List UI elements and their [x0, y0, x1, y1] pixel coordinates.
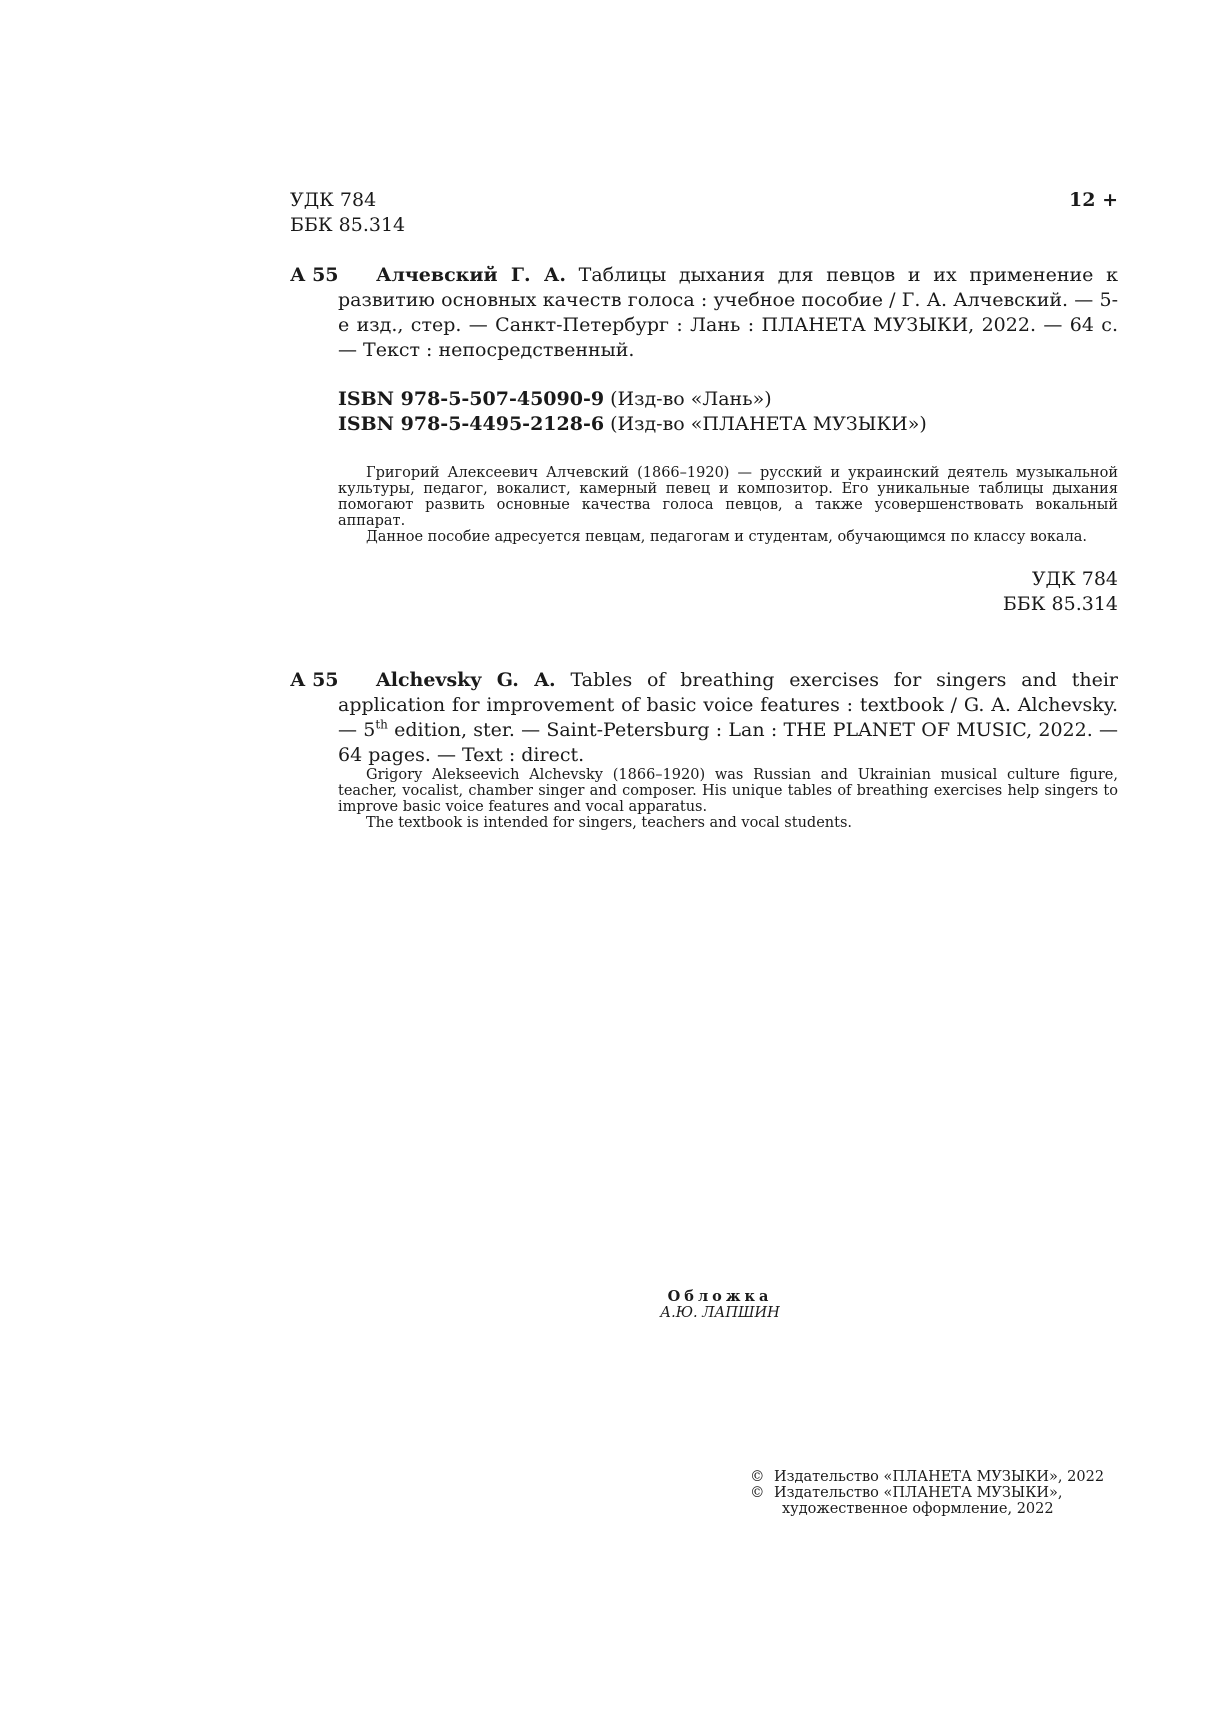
cover-credit-label: Обложка — [667, 1288, 773, 1305]
cover-credit — [560, 1288, 880, 1321]
ru-entry-codes — [900, 567, 1118, 617]
ru-annotation-paragraph: Григорий Алексеевич Алчевский (1866–1920) — русский и украинский деятель музыкальной культуры, педагог, вокалист, камерный певец и композитор. Его уникальные таблицы дыхания помогают развить основные качества голоса певцов, а также усовершенствовать вокальный аппарат. — [338, 465, 1118, 529]
en-entry-code: А 55 — [290, 669, 339, 691]
age-rating: 12 + — [1069, 189, 1118, 211]
copyright-blank — [758, 1501, 782, 1517]
ru-entry-block — [338, 263, 1118, 363]
isbn-publisher: (Изд-во «Лань») — [610, 388, 772, 410]
copyright-line — [750, 1501, 1130, 1517]
copyright-text: Издательство «ПЛАНЕТА МУЗЫКИ», 2022 — [774, 1469, 1105, 1485]
copyright-block — [750, 1469, 1130, 1517]
copyright-text: художественное оформление, 2022 — [782, 1501, 1054, 1517]
isbn-number: ISBN 978-5-507-45090-9 — [338, 388, 605, 410]
ru-bbk: ББК 85.314 — [1002, 593, 1118, 615]
isbn-list — [338, 387, 1118, 437]
ru-annotation — [338, 465, 1118, 545]
header-bbk: ББК 85.314 — [290, 214, 406, 236]
ru-entry-text — [338, 263, 1118, 363]
copyright-icon: © — [750, 1485, 765, 1501]
copyright-line — [750, 1485, 1130, 1501]
ru-entry-code: А 55 — [290, 264, 339, 286]
header-codes — [290, 188, 490, 238]
copyright-line — [750, 1469, 1130, 1485]
isbn-line — [338, 387, 1118, 412]
en-entry-description-tail: edition, ster. — Saint-Petersburg : Lan : THE PLANET OF MUSIC, 2022. — 64 pages. — Text : direct. — [338, 719, 1118, 766]
isbn-publisher: (Изд-во «ПЛАНЕТА МУЗЫКИ») — [610, 413, 927, 435]
isbn-line — [338, 412, 1118, 437]
ru-udk: УДК 784 — [1031, 568, 1118, 590]
ru-entry-description: Таблицы дыхания для певцов и их применение к развитию основных качеств голоса : учебное пособие / Г. А. Алчевский. — 5-е изд., стер. — Санкт-Петербург : Лань : ПЛАНЕТА МУЗЫКИ, 2022. — 64 с. — Текст : непосредственный. — [338, 264, 1118, 361]
en-entry-block — [338, 668, 1118, 768]
en-annotation — [338, 767, 1118, 831]
en-entry-text — [338, 668, 1118, 768]
en-entry-author: Alchevsky G. A. — [376, 669, 556, 691]
en-entry-description: Tables of breathing exercises for singers and their application for improvement of basic voice features : textbook / G. A. Alchevsky. — 5 — [338, 669, 1119, 741]
cover-credit-name: А.Ю. ЛАПШИН — [660, 1305, 780, 1321]
edition-superscript: th — [375, 717, 388, 732]
en-annotation-paragraph: The textbook is intended for singers, teachers and vocal students. — [366, 815, 852, 831]
ru-entry-author: Алчевский Г. А. — [376, 264, 566, 286]
isbn-number: ISBN 978-5-4495-2128-6 — [338, 413, 605, 435]
en-annotation-paragraph: Grigory Alekseevich Alchevsky (1866–1920) was Russian and Ukrainian musical culture figure, teacher, vocalist, chamber singer and composer. His unique tables of breathing exercises help singers to improve basic voice features and vocal apparatus. — [338, 767, 1118, 815]
copyright-text: Издательство «ПЛАНЕТА МУЗЫКИ», — [774, 1485, 1063, 1501]
header-udk: УДК 784 — [290, 189, 377, 211]
copyright-icon: © — [750, 1469, 765, 1485]
ru-annotation-paragraph: Данное пособие адресуется певцам, педагогам и студентам, обучающимся по классу вокала. — [366, 529, 1088, 545]
